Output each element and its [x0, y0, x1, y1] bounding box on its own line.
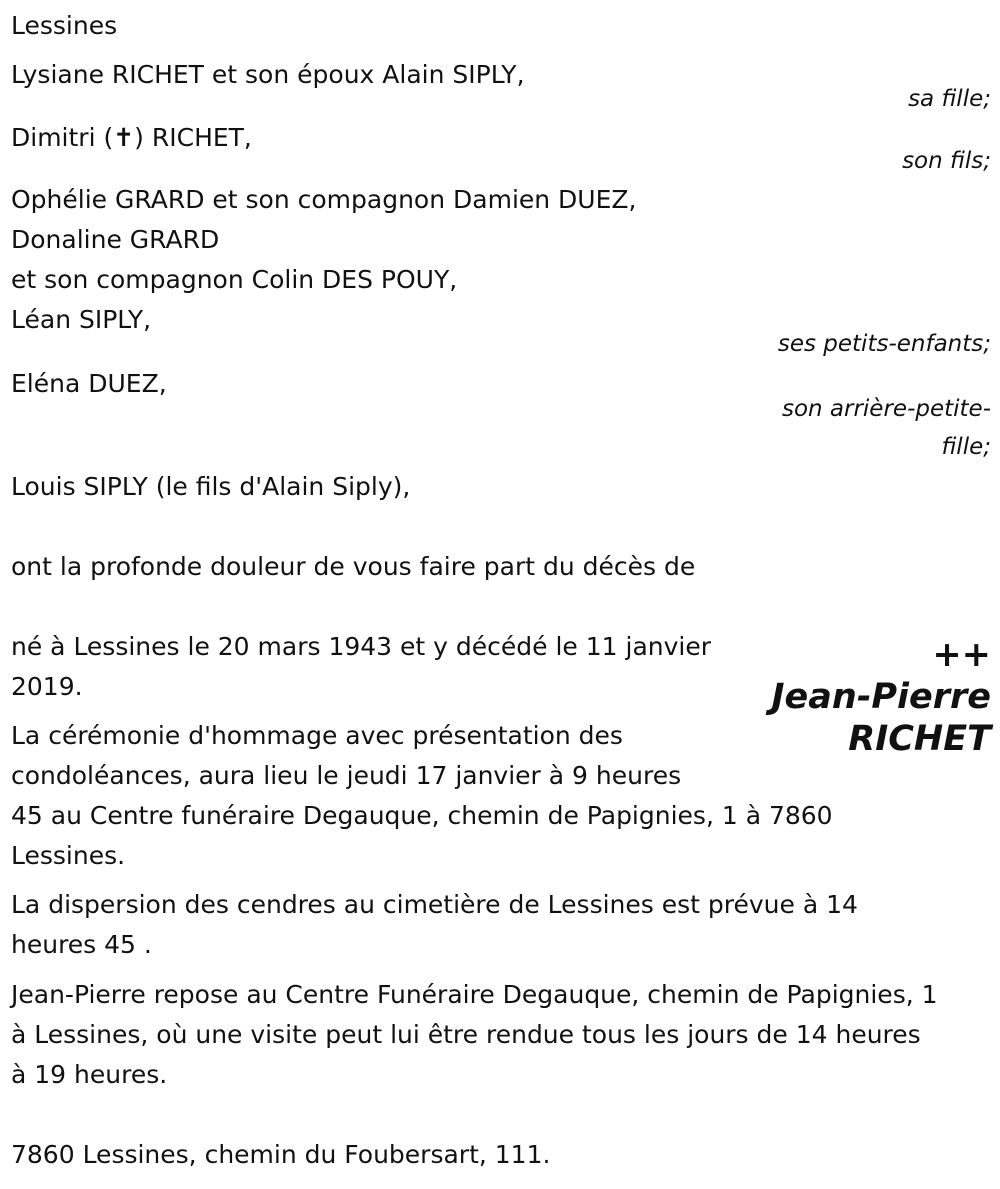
deceased-first-name: Jean-Pierre [771, 677, 991, 717]
body-line: né à Lessines le 20 mars 1943 et y décédé le 11 janvier [11, 632, 712, 661]
relation-great-granddaughter-line1: son arrière-petite- [781, 396, 991, 422]
family-member-other: Louis SIPLY (le fils d'Alain Siply), [11, 472, 411, 501]
body-line: Jean-Pierre repose au Centre Funéraire Degauque, chemin de Papignies, 1 [11, 980, 938, 1009]
deceased-mark: ++ [932, 635, 991, 675]
grandchild-line: et son compagnon Colin DES POUY, [11, 265, 458, 294]
body-line: 45 au Centre funéraire Degauque, chemin de Papignies, 1 à 7860 [11, 801, 833, 830]
deceased-name-block [772, 634, 991, 760]
body-line: 2019. [11, 672, 83, 701]
grandchild-line: Donaline GRARD [11, 225, 220, 254]
body-line: Lessines. [11, 841, 126, 870]
relation-daughter: sa fille; [908, 86, 991, 112]
address: 7860 Lessines, chemin du Foubersart, 111. [11, 1140, 551, 1169]
family-member-son: Dimitri (✝) RICHET, [11, 123, 252, 152]
body-line: La cérémonie d'hommage avec présentation des [11, 721, 623, 750]
place-header: Lessines [11, 11, 118, 40]
grandchild-line: Ophélie GRARD et son compagnon Damien DUEZ, [11, 185, 637, 214]
announcement-text: ont la profonde douleur de vous faire part du décès de [11, 552, 696, 581]
body-line: condoléances, aura lieu le jeudi 17 janvier à 9 heures [11, 761, 682, 790]
body-line: à 19 heures. [11, 1060, 168, 1089]
body-line: heures 45 . [11, 930, 152, 959]
relation-grandchildren: ses petits-enfants; [777, 331, 991, 357]
grandchild-line: Léan SIPLY, [11, 305, 152, 334]
family-member-daughter: Lysiane RICHET et son époux Alain SIPLY, [11, 60, 525, 89]
family-member-great-granddaughter: Eléna DUEZ, [11, 369, 167, 398]
body-line: La dispersion des cendres au cimetière de Lessines est prévue à 14 [11, 890, 858, 919]
obituary-notice [11, 0, 991, 1189]
relation-son: son fils; [902, 148, 991, 174]
body-line: à Lessines, où une visite peut lui être rendue tous les jours de 14 heures [11, 1020, 921, 1049]
deceased-last-name: RICHET [848, 719, 991, 759]
relation-great-granddaughter-line2: fille; [941, 434, 991, 460]
